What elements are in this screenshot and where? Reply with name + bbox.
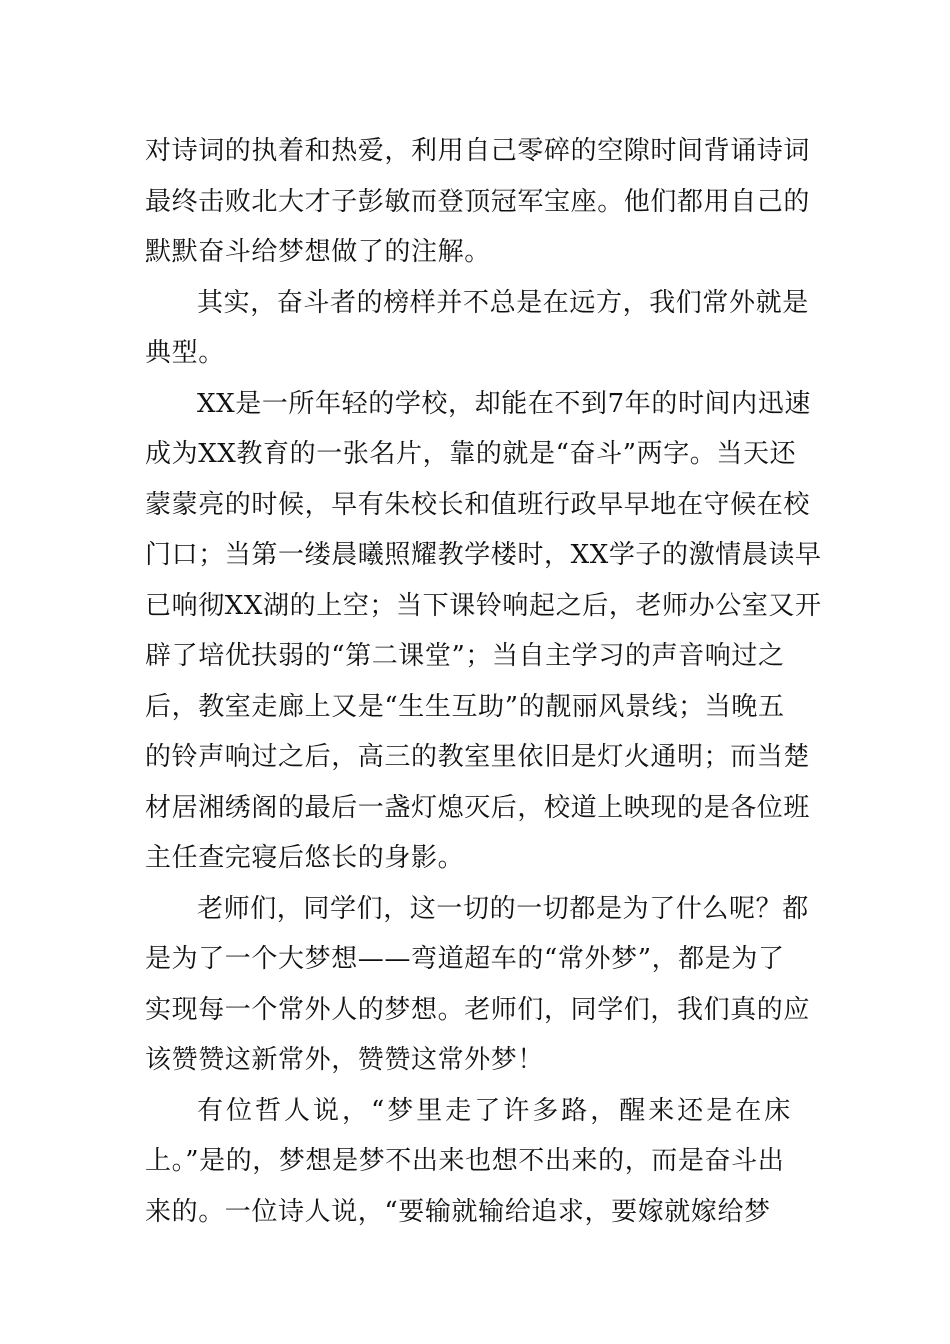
text-line: 有位哲人说，“梦里走了许多路，醒来还是在床 (197, 1095, 794, 1126)
text-line: 辟了培优扶弱的“第二课堂”；当自主学习的声音响过之 (145, 641, 785, 671)
text-line: 已响彻XX湖的上空；当下课铃响起之后，老师办公室又开 (145, 590, 822, 621)
paragraph-2 (145, 278, 810, 379)
text-line: XX是一所年轻的学校，却能在不到7年的时间内迅速 (197, 388, 811, 419)
text-line: 老师们，同学们，这一切的一切都是为了什么呢？都 (197, 893, 809, 924)
paragraph-5 (145, 1086, 810, 1238)
text-line: 后，教室走廊上又是“生生互助”的靓丽风景线；当晚五 (145, 691, 785, 722)
text-line: 蒙蒙亮的时候，早有朱校长和值班行政早早地在守候在校 (145, 489, 811, 520)
text-line: 对诗词的执着和热爱，利用自己零碎的空隙时间背诵诗词 (145, 136, 811, 166)
text-line: 门口；当第一缕晨曦照耀教学楼时，XX学子的激情晨读早 (145, 540, 822, 570)
text-line: 材居湘绣阁的最后一盏灯熄灭后，校道上映现的是各位班 (145, 792, 811, 823)
text-line: 最终击败北大才子彭敏而登顶冠军宝座。他们都用自己的 (145, 186, 811, 217)
text-line: 来的。一位诗人说，“要输就输给追求，要嫁就嫁给梦 (145, 1196, 771, 1227)
text-line: 该赞赞这新常外，赞赞这常外梦！ (145, 1045, 545, 1075)
paragraph-3 (145, 379, 822, 884)
text-line: 的铃声响过之后，高三的教室里依旧是灯火通明；而当楚 (145, 742, 811, 772)
text-line: 典型。 (145, 338, 225, 368)
text-line: 主任查完寝后悠长的身影。 (145, 843, 465, 873)
body-text (145, 126, 822, 1237)
text-line: 是为了一个大梦想——弯道超车的“常外梦”，都是为了 (145, 944, 785, 974)
paragraph-4 (145, 884, 810, 1086)
text-line: 默默奋斗给梦想做了的注解。 (145, 237, 491, 267)
text-line: 实现每一个常外人的梦想。老师们，同学们，我们真的应 (145, 994, 811, 1025)
text-line: 成为XX教育的一张名片，靠的就是“奋斗”两字。当天还 (145, 439, 797, 469)
text-line: 其实，奋斗者的榜样并不总是在远方，我们常外就是 (197, 287, 809, 318)
paragraph-1 (145, 126, 810, 278)
text-line: 上。”是的，梦想是梦不出来也想不出来的，而是奋斗出 (145, 1146, 785, 1176)
